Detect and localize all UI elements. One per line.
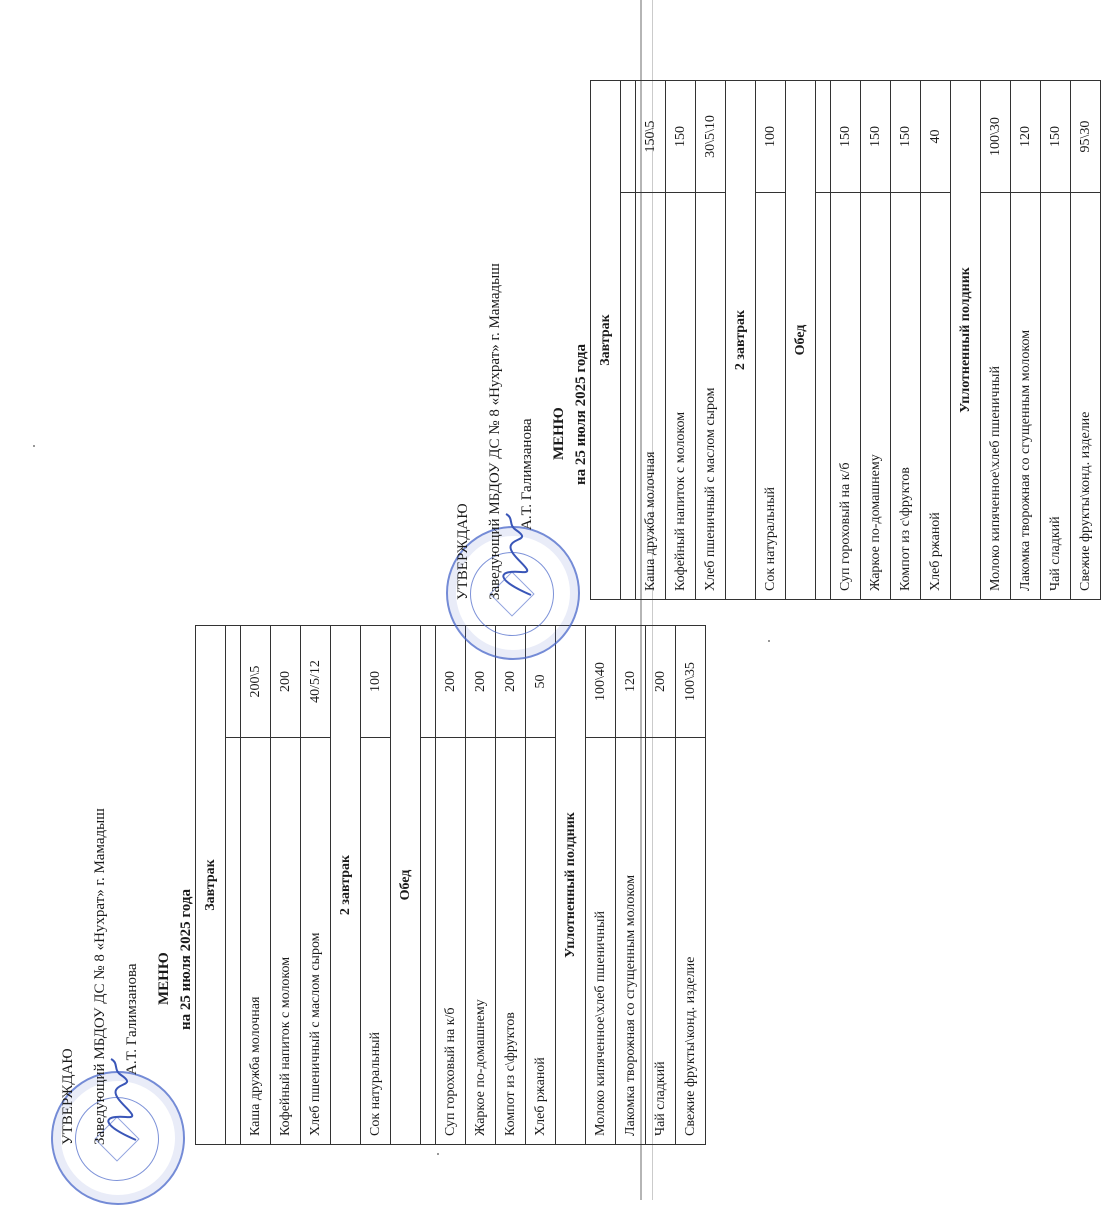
dish-name: Жаркое по-домашнему (861, 193, 891, 600)
dish-name: Хлеб ржаной (526, 738, 556, 1145)
menu-title: МЕНЮ (156, 952, 172, 1005)
section-header (591, 81, 621, 600)
table-row (1041, 81, 1071, 600)
dish-name: Свежие фрукты\конд. изделие (1071, 193, 1101, 600)
table-row (666, 81, 696, 600)
dish-portion: 150 (861, 81, 891, 193)
dish-name: Лакомка творожная со сгущенным молоком (1011, 193, 1041, 600)
dish-portion: 150 (666, 81, 696, 193)
dish-name: Хлеб пшеничный с маслом сыром (301, 738, 331, 1145)
table-row (496, 626, 526, 1145)
table-row (616, 626, 646, 1145)
section-header (786, 81, 816, 600)
table-row (861, 81, 891, 600)
dish-portion: 200 (496, 626, 526, 738)
table-row (891, 81, 921, 600)
dish-portion: 100 (756, 81, 786, 193)
section-header (726, 81, 756, 600)
dish-portion: 150 (891, 81, 921, 193)
menu-sheet-right (450, 60, 1093, 600)
section-title: Уплотненный полдник (556, 626, 586, 1145)
dish-name: Кофейный напиток с молоком (271, 738, 301, 1145)
table-row (586, 626, 616, 1145)
dish-portion: 150\5 (636, 81, 666, 193)
dish-name: Кофейный напиток с молоком (666, 193, 696, 600)
dish-portion: 200 (436, 626, 466, 738)
section-title: Уплотненный полдник (951, 81, 981, 600)
dish-name: Лакомка творожная со сгущенным молоком (616, 738, 646, 1145)
scan-speck (33, 445, 35, 447)
section-header (951, 81, 981, 600)
dish-name: Хлеб пшеничный с маслом сыром (696, 193, 726, 600)
section-title: Завтрак (196, 626, 226, 1145)
dish-name: Суп гороховый на к/б (831, 193, 861, 600)
section-title: Обед (786, 81, 816, 600)
dish-name: Свежие фрукты\конд. изделие (676, 738, 706, 1145)
dish-portion: 200 (466, 626, 496, 738)
dish-portion: 200 (646, 626, 676, 738)
dish-portion: 100\30 (981, 81, 1011, 193)
menu-date: на 25 июля 2025 года (178, 889, 194, 1030)
head-name: А.Т. Галимзанова (124, 963, 140, 1075)
dish-portion: 40 (921, 81, 951, 193)
table-row (696, 81, 726, 600)
dish-portion: 100\40 (586, 626, 616, 738)
head-name: А.Т. Галимзанова (519, 418, 535, 530)
menu-date: на 25 июля 2025 года (573, 344, 589, 485)
dish-name: Чай сладкий (646, 738, 676, 1145)
dish-name: Жаркое по-домашнему (466, 738, 496, 1145)
section-header (331, 626, 361, 1145)
table-row (241, 626, 271, 1145)
table-row (301, 626, 331, 1145)
table-row (756, 81, 786, 600)
approved-label: УТВЕРЖДАЮ (455, 503, 471, 600)
dish-name: Чай сладкий (1041, 193, 1071, 600)
dish-portion: 50 (526, 626, 556, 738)
dish-name: Суп гороховый на к/б (436, 738, 466, 1145)
table-row (1011, 81, 1041, 600)
dish-portion: 100 (361, 626, 391, 738)
section-title: 2 завтрак (726, 81, 756, 600)
table-row (361, 626, 391, 1145)
dish-name: Компот из с\фруктов (496, 738, 526, 1145)
section-header (196, 626, 226, 1145)
table-row (646, 626, 676, 1145)
head-position: Заведующий МБДОУ ДС № 8 «Нухрат» г. Мамадыш (487, 263, 503, 600)
menu-sheet-left (55, 605, 698, 1145)
dish-portion: 120 (1011, 81, 1041, 193)
dish-portion: 150 (1041, 81, 1071, 193)
approved-label: УТВЕРЖДАЮ (60, 1048, 76, 1145)
dish-name: Компот из с\фруктов (891, 193, 921, 600)
table-row (271, 626, 301, 1145)
table-row (1071, 81, 1101, 600)
menu-table (590, 80, 1101, 600)
dish-name: Сок натуральный (361, 738, 391, 1145)
head-position: Заведующий МБДОУ ДС № 8 «Нухрат» г. Мамадыш (92, 808, 108, 1145)
table-row (981, 81, 1011, 600)
section-title: Завтрак (591, 81, 621, 600)
menu-title: МЕНЮ (551, 407, 567, 460)
dish-name: Молоко кипяченное\хлеб пшеничный (586, 738, 616, 1145)
section-title: 2 завтрак (331, 626, 361, 1145)
scan-speck (437, 1153, 439, 1155)
dish-portion: 200 (271, 626, 301, 738)
dish-name: Хлеб ржаной (921, 193, 951, 600)
table-row (466, 626, 496, 1145)
dish-portion: 100\35 (676, 626, 706, 738)
table-row (526, 626, 556, 1145)
table-row (636, 81, 666, 600)
dish-portion: 95\30 (1071, 81, 1101, 193)
table-row (831, 81, 861, 600)
dish-name: Каша дружба молочная (636, 193, 666, 600)
dish-name: Каша дружба молочная (241, 738, 271, 1145)
dish-portion: 120 (616, 626, 646, 738)
menu-table (195, 625, 706, 1145)
section-header (556, 626, 586, 1145)
table-row (436, 626, 466, 1145)
table-row (921, 81, 951, 600)
dish-portion: 40/5/12 (301, 626, 331, 738)
scan-speck (768, 640, 770, 642)
section-header (391, 626, 421, 1145)
dish-name: Сок натуральный (756, 193, 786, 600)
dish-portion: 30\5\10 (696, 81, 726, 193)
dish-portion: 200\5 (241, 626, 271, 738)
dish-portion: 150 (831, 81, 861, 193)
dish-name: Молоко кипяченное\хлеб пшеничный (981, 193, 1011, 600)
table-row (676, 626, 706, 1145)
section-title: Обед (391, 626, 421, 1145)
